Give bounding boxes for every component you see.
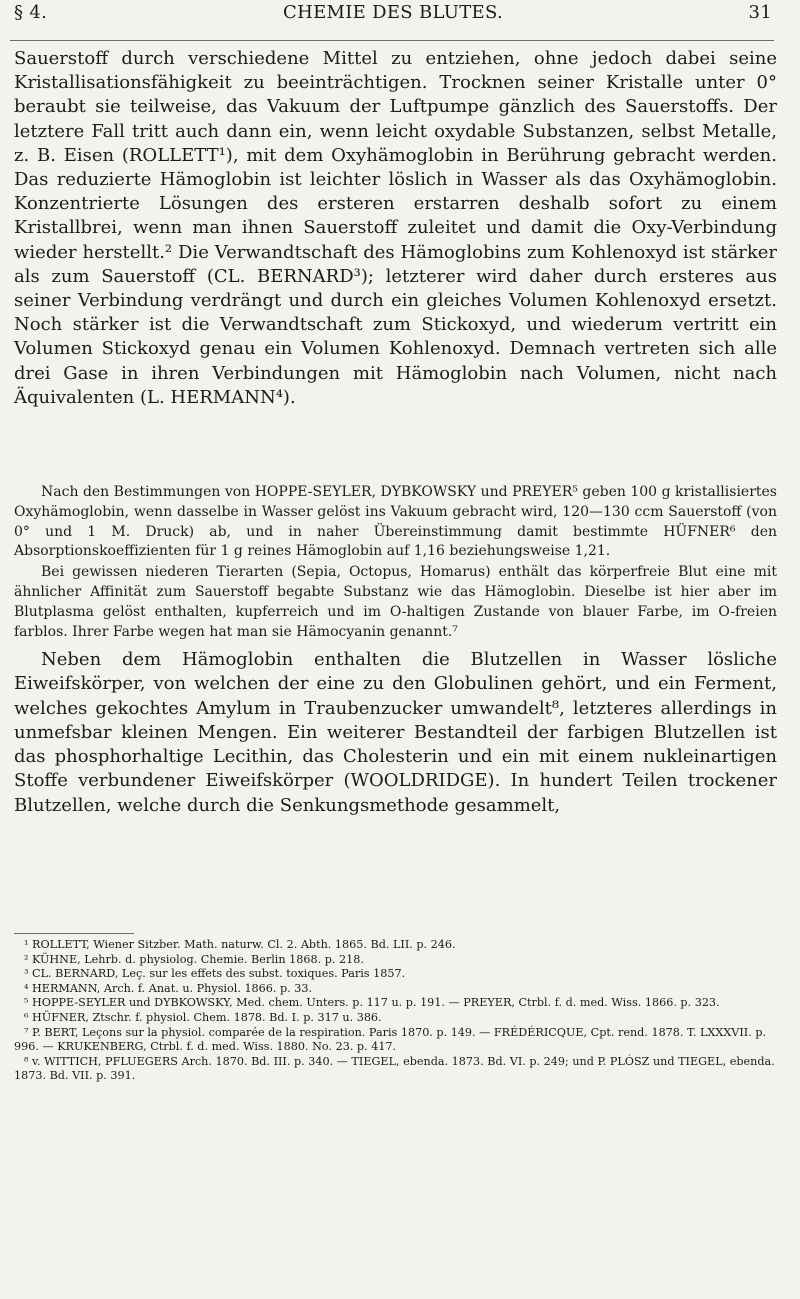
footnote-5: ⁵ HOPPE-SEYLER und DYBKOWSKY, Med. chem. Unters. p. 117 u. p. 191. — PREYER, Ctrbl. f. d. med. Wiss. 1866. p. 323. bbox=[24, 996, 720, 1010]
running-header bbox=[14, 2, 772, 36]
page-number: 31 bbox=[748, 2, 772, 23]
main-text-block-1 bbox=[14, 47, 777, 410]
footnote-4: ⁴ HERMANN, Arch. f. Anat. u. Physiol. 1866. p. 33. bbox=[24, 981, 313, 995]
paragraph-2: Neben dem Hämoglobin enthalten die Blutzellen in Wasser lösliche Eiweifskörper, von welchen der eine zu den Globulinen gehört, und ein Ferment, welches gekochtes Amylum in Traubenzucker umwandelt⁸, letzteres allerdings in unmefsbar kleinen Mengen. Ein weiterer Bestandteil der farbigen Blutzellen ist das phosphorhaltige Lecithin, das Cholesterin und ein mit einem nukleinartigen Stoffe verbundener Eiweifskörper (WOOLDRIDGE). In hundert Teilen trockener Blutzellen, welche durch die Senkungsmethode gesammelt, bbox=[14, 649, 777, 816]
footnote-7: ⁷ P. BERT, Leçons sur la physiol. comparée de la respiration. Paris 1870. p. 149. — FRÉDÉRICQUE, Cpt. rend. 1878. T. LXXXVII. p. 996. — KRUKENBERG, Ctrbl. f. d. med. Wiss. 1880. No. 23. p. 417. bbox=[14, 1025, 767, 1054]
footnote-1: ¹ ROLLETT, Wiener Sitzber. Math. naturw. Cl. 2. Abth. 1865. Bd. LII. p. 246. bbox=[24, 938, 456, 951]
footnote-6: ⁶ HÜFNER, Ztschr. f. physiol. Chem. 1878. Bd. I. p. 317 u. 386. bbox=[24, 1010, 382, 1024]
footnotes bbox=[14, 938, 777, 1084]
small-paragraph-1: Nach den Bestimmungen von HOPPE-SEYLER, DYBKOWSKY und PREYER⁵ geben 100 g kristallisiertes Oxyhämoglobin, wenn dasselbe in Wasser gelöst ins Vakuum gebracht wird, 120—130 ccm Sauerstoff (von 0° und 1 M. Druck) ab, und in naher Übereinstimmung damit bestimmte HÜFNER⁶ den Absorptionskoeffizienten für 1 g reines Hämoglobin auf 1,16 beziehungsweise 1,21. bbox=[14, 484, 777, 560]
footnote-8: ⁸ v. WITTICH, PFLUEGERS Arch. 1870. Bd. III. p. 340. — TIEGEL, ebenda. 1873. Bd. VI. p. 249; und P. PLÓSZ und TIEGEL, ebenda. 1873. Bd. VII. p. 391. bbox=[14, 1054, 775, 1083]
main-text-block-2 bbox=[14, 648, 777, 818]
footnote-rule bbox=[14, 933, 134, 934]
section-number: § 4. bbox=[14, 2, 48, 23]
small-print-block bbox=[14, 483, 777, 642]
header-rule bbox=[10, 40, 774, 41]
footnote-3: ³ CL. BERNARD, Leç. sur les effets des subst. toxiques. Paris 1857. bbox=[24, 967, 406, 981]
page-title: CHEMIE DES BLUTES. bbox=[283, 2, 503, 23]
paragraph-1: Sauerstoff durch verschiedene Mittel zu entziehen, ohne jedoch dabei seine Kristallisationsfähigkeit zu beeinträchtigen. Trocknen seiner Kristalle unter 0° beraubt sie teilweise, das Vakuum der Luftpumpe gänzlich des Sauerstoffs. Der letztere Fall tritt auch dann ein, wenn leicht oxydable Substanzen, selbst Metalle, z. B. Eisen (ROLLETT¹), mit dem Oxyhämoglobin in Berührung gebracht werden. Das reduzierte Hämoglobin ist leichter löslich in Wasser als das Oxyhämoglobin. Konzentrierte Lösungen des ersteren erstarren deshalb sofort zu einem Kristallbrei, wenn man ihnen Sauerstoff zuleitet und damit die Oxy-Verbindung wieder herstellt.² Die Verwandtschaft des Hämoglobins zum Kohlenoxyd ist stärker als zum Sauerstoff (CL. BERNARD³); letzterer wird daher durch ersteres aus seiner Verbindung verdrängt und durch ein gleiches Volumen Kohlenoxyd ersetzt. Noch stärker ist die Verwandtschaft zum Stickoxyd, und wiederum vertritt ein Volumen Stickoxyd genau ein Volumen Kohlenoxyd. Demnach vertreten sich alle drei Gase in ihren Verbindungen mit Hämoglobin nach Volumen, nicht nach Äquivalenten (L. HERMANN⁴). bbox=[14, 48, 777, 408]
small-paragraph-2: Bei gewissen niederen Tierarten (Sepia, Octopus, Homarus) enthält das körperfreie Blut eine mit ähnlicher Affinität zum Sauerstoff begabte Substanz wie das Hämoglobin. Dieselbe ist hier aber im Blutplasma gelöst enthalten, kupferreich und im O-haltigen Zustande von blauer Farbe, im O-freien farblos. Ihrer Farbe wegen hat man sie Hämocyanin genannt.⁷ bbox=[14, 564, 777, 640]
footnote-2: ² KÜHNE, Lehrb. d. physiolog. Chemie. Berlin 1868. p. 218. bbox=[24, 952, 364, 966]
